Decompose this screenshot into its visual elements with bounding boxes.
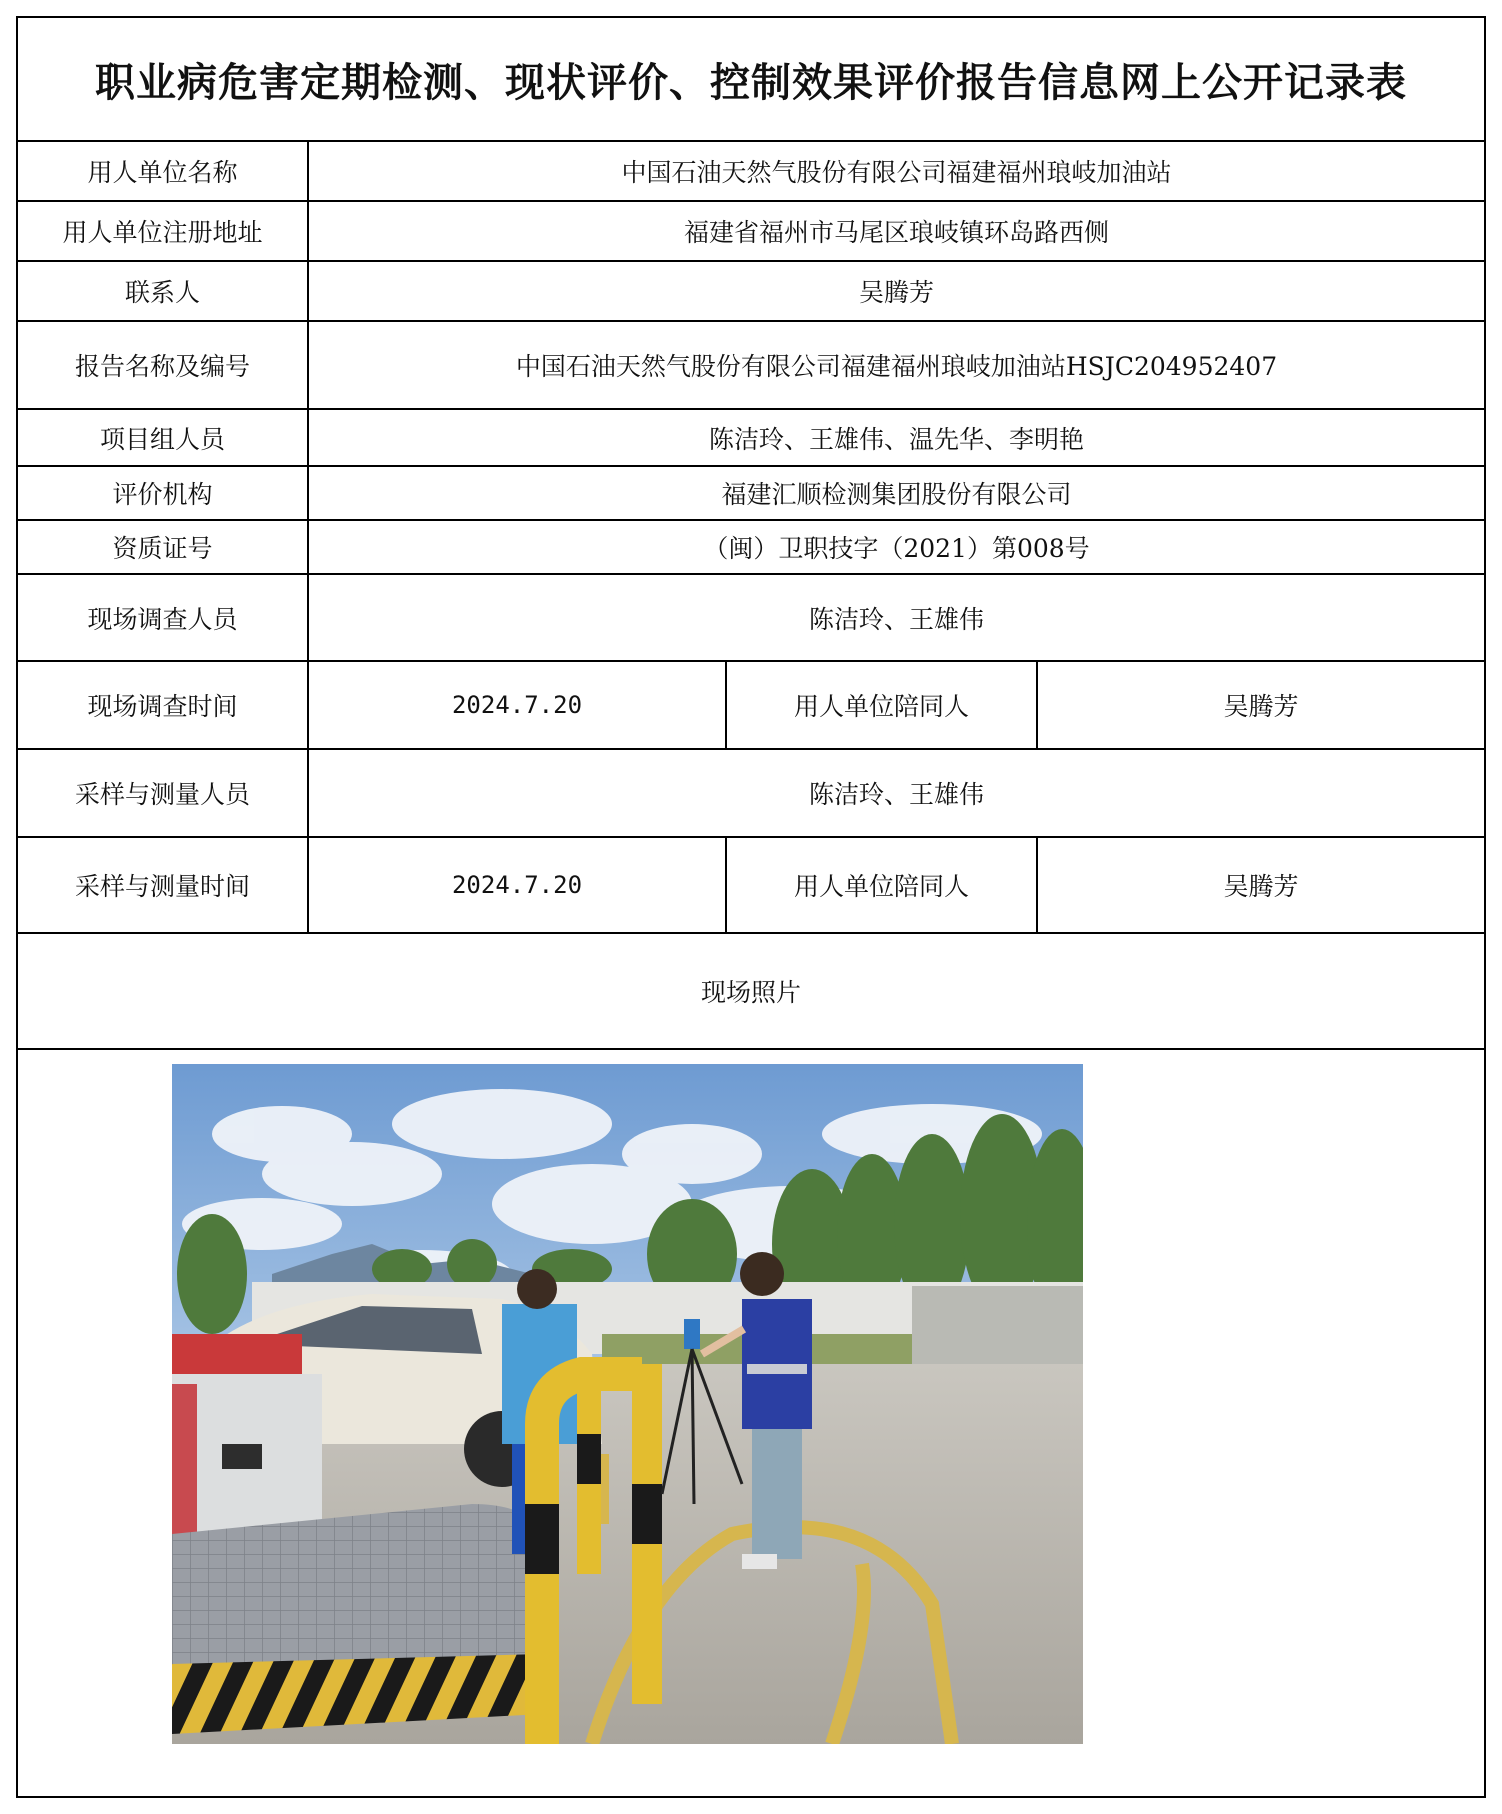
label-sampling-companion: 用人单位陪同人 bbox=[727, 838, 1038, 932]
row-survey-staff bbox=[18, 575, 1484, 662]
label-employer-name: 用人单位名称 bbox=[18, 142, 309, 200]
value-survey-companion: 吴腾芳 bbox=[1223, 692, 1299, 721]
label-project-team: 项目组人员 bbox=[18, 410, 309, 465]
value-employer-address: 福建省福州市马尾区琅岐镇环岛路西侧 bbox=[683, 218, 1109, 247]
site-photo bbox=[172, 1064, 1083, 1744]
value-project-team: 陈洁玲、王雄伟、温先华、李明艳 bbox=[708, 424, 1084, 454]
label-qualification-cert: 资质证号 bbox=[18, 521, 309, 573]
record-table bbox=[16, 16, 1486, 1798]
row-employer-name bbox=[18, 142, 1484, 202]
label-employer-address: 用人单位注册地址 bbox=[18, 202, 309, 260]
label-report-name: 报告名称及编号 bbox=[18, 322, 309, 408]
value-evaluation-agency: 福建汇顺检测集团股份有限公司 bbox=[721, 480, 1072, 509]
row-evaluation-agency bbox=[18, 467, 1484, 521]
row-survey-time bbox=[18, 662, 1484, 750]
row-project-team bbox=[18, 410, 1484, 467]
label-survey-time: 现场调查时间 bbox=[18, 662, 309, 748]
value-sampling-date: 2024.7.20 bbox=[309, 838, 727, 932]
title-row bbox=[18, 18, 1484, 142]
value-sampling-staff: 陈洁玲、王雄伟 bbox=[808, 780, 984, 809]
label-sampling-staff: 采样与测量人员 bbox=[18, 750, 309, 836]
row-photo-label bbox=[18, 934, 1484, 1050]
row-report-name bbox=[18, 322, 1484, 410]
value-report-name: 中国石油天然气股份有限公司福建福州琅岐加油站HSJC204952407 bbox=[515, 352, 1278, 381]
document-title: 职业病危害定期检测、现状评价、控制效果评价报告信息网上公开记录表 bbox=[95, 58, 1407, 106]
value-contact: 吴腾芳 bbox=[858, 278, 934, 307]
label-survey-companion: 用人单位陪同人 bbox=[727, 662, 1038, 748]
value-employer-name: 中国石油天然气股份有限公司福建福州琅岐加油站 bbox=[621, 158, 1172, 187]
label-survey-staff: 现场调查人员 bbox=[18, 575, 309, 660]
photo-section-label: 现场照片 bbox=[700, 978, 801, 1007]
row-sampling-time bbox=[18, 838, 1484, 934]
value-sampling-companion: 吴腾芳 bbox=[1223, 872, 1299, 901]
label-contact: 联系人 bbox=[18, 262, 309, 320]
value-survey-staff: 陈洁玲、王雄伟 bbox=[808, 604, 984, 634]
value-qualification-cert: （闽）卫职技字（2021）第008号 bbox=[703, 534, 1090, 563]
value-survey-date: 2024.7.20 bbox=[309, 662, 727, 748]
photo-area bbox=[18, 1050, 1484, 1798]
row-employer-address bbox=[18, 202, 1484, 262]
row-contact bbox=[18, 262, 1484, 322]
row-sampling-staff bbox=[18, 750, 1484, 838]
label-evaluation-agency: 评价机构 bbox=[18, 467, 309, 519]
label-sampling-time: 采样与测量时间 bbox=[18, 838, 309, 932]
row-qualification-cert bbox=[18, 521, 1484, 575]
